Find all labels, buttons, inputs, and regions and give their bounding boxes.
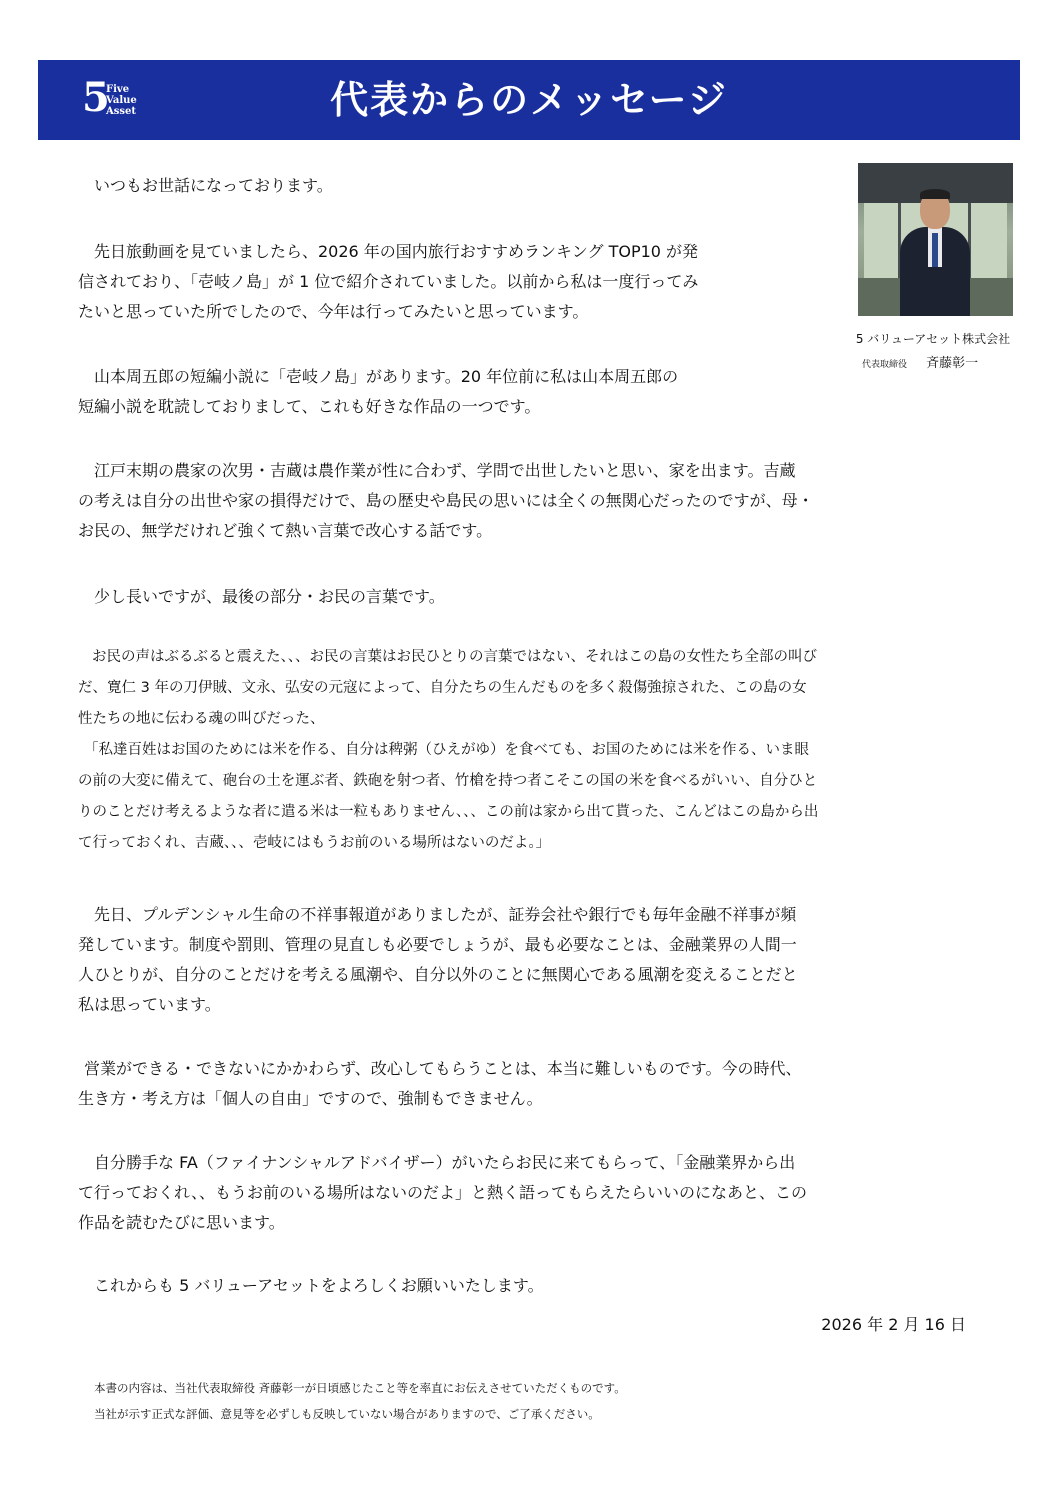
text-line: 私は思っています。 xyxy=(78,995,221,1014)
text-line: 人ひとりが、自分のことだけを考える風潮や、自分以外のことに無関心である風潮を変えることだと xyxy=(78,965,798,984)
logo-number: 5 xyxy=(82,74,110,121)
paragraph-5 xyxy=(78,900,798,1020)
paragraph-6 xyxy=(78,1054,801,1114)
paragraph-1 xyxy=(78,237,698,327)
paragraph-7 xyxy=(78,1148,807,1238)
text-line: いつもお世話になっております。 xyxy=(94,176,333,195)
text-line: 発しています。制度や罰則、管理の見直しも必要でしょうが、最も必要なことは、金融業界の人間一 xyxy=(78,935,797,954)
quote-line: て行っておくれ、吉蔵、、、壱岐にはもうお前のいる場所はないのだよ。」 xyxy=(78,835,551,851)
paragraph-greeting xyxy=(94,171,333,201)
text-line: 作品を読むたびに思います。 xyxy=(78,1213,285,1232)
quote-line: お民の声はぶるぶると震えた、、、お民の言葉はお民ひとりの言葉ではない、それはこの島の女性たち全部の叫び xyxy=(92,649,817,665)
quote-line: りのことだけ考えるような者に遣る米は一粒もありません、、、この前は家から出て貰った、こんどはこの島から出 xyxy=(78,804,819,820)
message-date: 2026 年 2 月 16 日 xyxy=(821,1315,966,1334)
company-name: 5 バリューアセット株式会社 xyxy=(855,332,1011,346)
logo-word: Five xyxy=(106,84,130,95)
quote-block xyxy=(78,642,978,859)
ceo-name: 斉藤彰一 xyxy=(926,356,979,371)
text-line: お民の、無学だけれど強くて熱い言葉で改心する話です。 xyxy=(78,521,493,540)
text-line: 自分勝手な FA（ファイナンシャルアドバイザー）がいたらお民に来てもらって、「金融業界から出 xyxy=(94,1153,796,1172)
paragraph-2 xyxy=(78,362,678,422)
text-line: 江戸末期の農家の次男・吉蔵は農作業が性に合わず、学問で出世したいと思い、家を出ます。吉蔵 xyxy=(94,461,796,480)
footnote-line: 本書の内容は、当社代表取締役 斉藤彰一が日頃感じたこと等を率直にお伝えさせていただくものです。 xyxy=(94,1381,626,1395)
quote-line: の前の大変に備えて、砲台の土を運ぶ者、鉄砲を射つ者、竹槍を持つ者こそこの国の米を食べるがいい、自分ひと xyxy=(78,773,818,789)
ceo-caption xyxy=(862,352,978,371)
page-title: 代表からのメッセージ xyxy=(330,78,728,122)
paragraph-3 xyxy=(78,456,814,546)
text-line: 短編小説を耽読しておりまして、これも好きな作品の一つです。 xyxy=(78,397,541,416)
text-line: て行っておくれ、、もうお前のいる場所はないのだよ」と熱く語ってもらえたらいいのになあと、この xyxy=(78,1183,807,1202)
text-line: 生き方・考え方は「個人の自由」ですので、強制もできません。 xyxy=(78,1089,543,1108)
text-line: 山本周五郎の短編小説に「壱岐ノ島」があります。20 年位前に私は山本周五郎の xyxy=(94,367,679,386)
footnote-line: 当社が示す正式な評価、意見等を必ずしも反映していない場合がありますので、ご了承ください。 xyxy=(94,1407,600,1421)
ceo-photo xyxy=(858,163,1013,316)
text-line: たいと思っていた所でしたので、今年は行ってみたいと思っています。 xyxy=(78,302,589,321)
text-line: 信されており、「壱岐ノ島」が 1 位で紹介されていました。以前から私は一度行ってみ xyxy=(78,272,699,291)
text-line: 営業ができる・できないにかかわらず、改心してもらうことは、本当に難しいものです。今の時代、 xyxy=(84,1059,802,1078)
paragraph-8 xyxy=(94,1271,544,1301)
logo-word: Value xyxy=(106,95,137,106)
quote-line: 性たちの地に伝わる魂の叫びだった、 xyxy=(78,711,325,727)
ceo-role: 代表取締役 xyxy=(862,360,908,370)
paragraph-4 xyxy=(94,582,445,612)
logo-word: Asset xyxy=(106,106,136,117)
text-line: 先日旅動画を見ていましたら、2026 年の国内旅行おすすめランキング TOP10 が発 xyxy=(94,242,699,261)
quote-line: だ、寛仁 3 年の刀伊賊、文永、弘安の元寇によって、自分たちの生んだものを多く殺傷強掠された、この島の女 xyxy=(78,680,807,696)
text-line: 先日、プルデンシャル生命の不祥事報道がありましたが、証券会社や銀行でも毎年金融不祥事が頻 xyxy=(94,905,797,924)
text-line: 少し長いですが、最後の部分・お民の言葉です。 xyxy=(94,587,445,606)
text-line: これからも 5 バリューアセットをよろしくお願いいたします。 xyxy=(94,1276,544,1295)
header-banner xyxy=(38,60,1020,140)
quote-line: 「私達百姓はお国のためには米を作る、自分は稗粥（ひえがゆ）を食べても、お国のためには米を作る、いま眼 xyxy=(84,742,809,758)
text-line: の考えは自分の出世や家の損得だけで、島の歴史や島民の思いには全くの無関心だったのですが、母・ xyxy=(78,491,814,510)
